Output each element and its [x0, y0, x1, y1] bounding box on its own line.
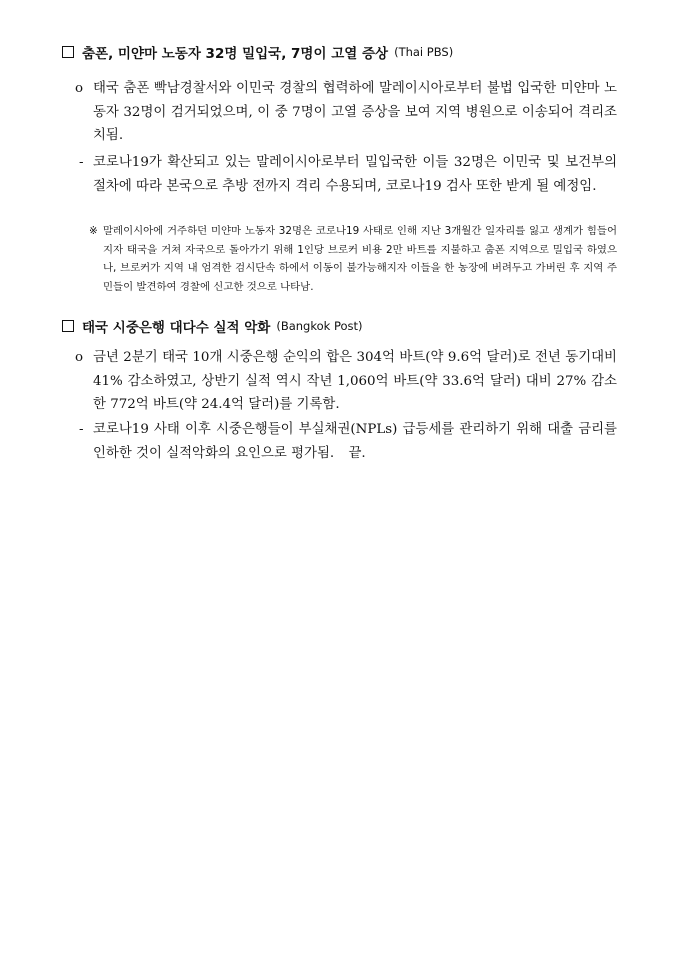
- section-2-dash-paragraph: [79, 418, 617, 465]
- section-1-dash-text: 코로나19가 확산되고 있는 말레이시아로부터 밀입국한 이들 32명은 이민국 및 보건부의 절차에 따라 본국으로 추방 전까지 격리 수용되며, 코로나19 검사 또한 받게 될 예정임.: [93, 155, 617, 194]
- section-1-dash-paragraph: [79, 151, 617, 198]
- section-2-source: (Bangkok Post): [276, 319, 363, 333]
- end-mark: 끝.: [348, 445, 366, 461]
- section-1-source: (Thai PBS): [394, 45, 454, 59]
- dash-marker: -: [79, 155, 84, 170]
- section-1-heading: [62, 42, 453, 62]
- section-1-note-text: 말레이시아에 거주하던 미얀마 노동자 32명은 코로나19 사태로 인해 지난 3개월간 일자리를 잃고 생계가 힘들어지자 태국을 거쳐 자국으로 돌아가기 위해 1인당 브로커 비용 2만 바트를 지불하고 춤폰 지역으로 밀입국 하였으나, 브로커가 지역 내 엄격한 검시단속 하에서 이동이 불가능해지자 이들을 한 농장에 버려두고 가버린 후 지역 주민들이 발견하여 경찰에 신고한 것으로 나타남.: [103, 225, 617, 293]
- section-2-bullet-paragraph: [75, 346, 617, 417]
- checkbox-square-icon: [62, 320, 74, 332]
- checkbox-square-icon: [62, 46, 74, 58]
- section-1-bullet-text: 태국 춤폰 빡남경찰서와 이민국 경찰의 협력하에 말레이시아로부터 불법 입국한 미얀마 노동자 32명이 검거되었으며, 이 중 7명이 고열 증상을 보여 지역 병원으로 이송되어 격리조치됨.: [93, 81, 617, 143]
- section-2-dash-text: 코로나19 사태 이후 시중은행들이 부실채권(NPLs) 급등세를 관리하기 위해 대출 금리를 인하한 것이 실적악화의 요인으로 평가됨.: [93, 422, 617, 461]
- note-marker: ※: [89, 225, 98, 237]
- section-1-note: [89, 222, 617, 296]
- section-1-title: 춤폰, 미얀마 노동자 32명 밀입국, 7명이 고열 증상: [82, 46, 389, 62]
- section-1-bullet-paragraph: [75, 77, 617, 148]
- bullet-marker: o: [75, 350, 84, 365]
- section-2-heading: [62, 316, 363, 336]
- section-2-bullet-text: 금년 2분기 태국 10개 시중은행 순익의 합은 304억 바트(약 9.6억 달러)로 전년 동기대비 41% 감소하였고, 상반기 실적 역시 작년 1,060억 바트(약 33.6억 달러) 대비 27% 감소한 772억 바트(약 24.4억 달러)를 기록함.: [93, 350, 617, 412]
- bullet-marker: o: [75, 81, 84, 96]
- section-2-title: 태국 시중은행 대다수 실적 악화: [82, 320, 271, 336]
- dash-marker: -: [79, 422, 84, 437]
